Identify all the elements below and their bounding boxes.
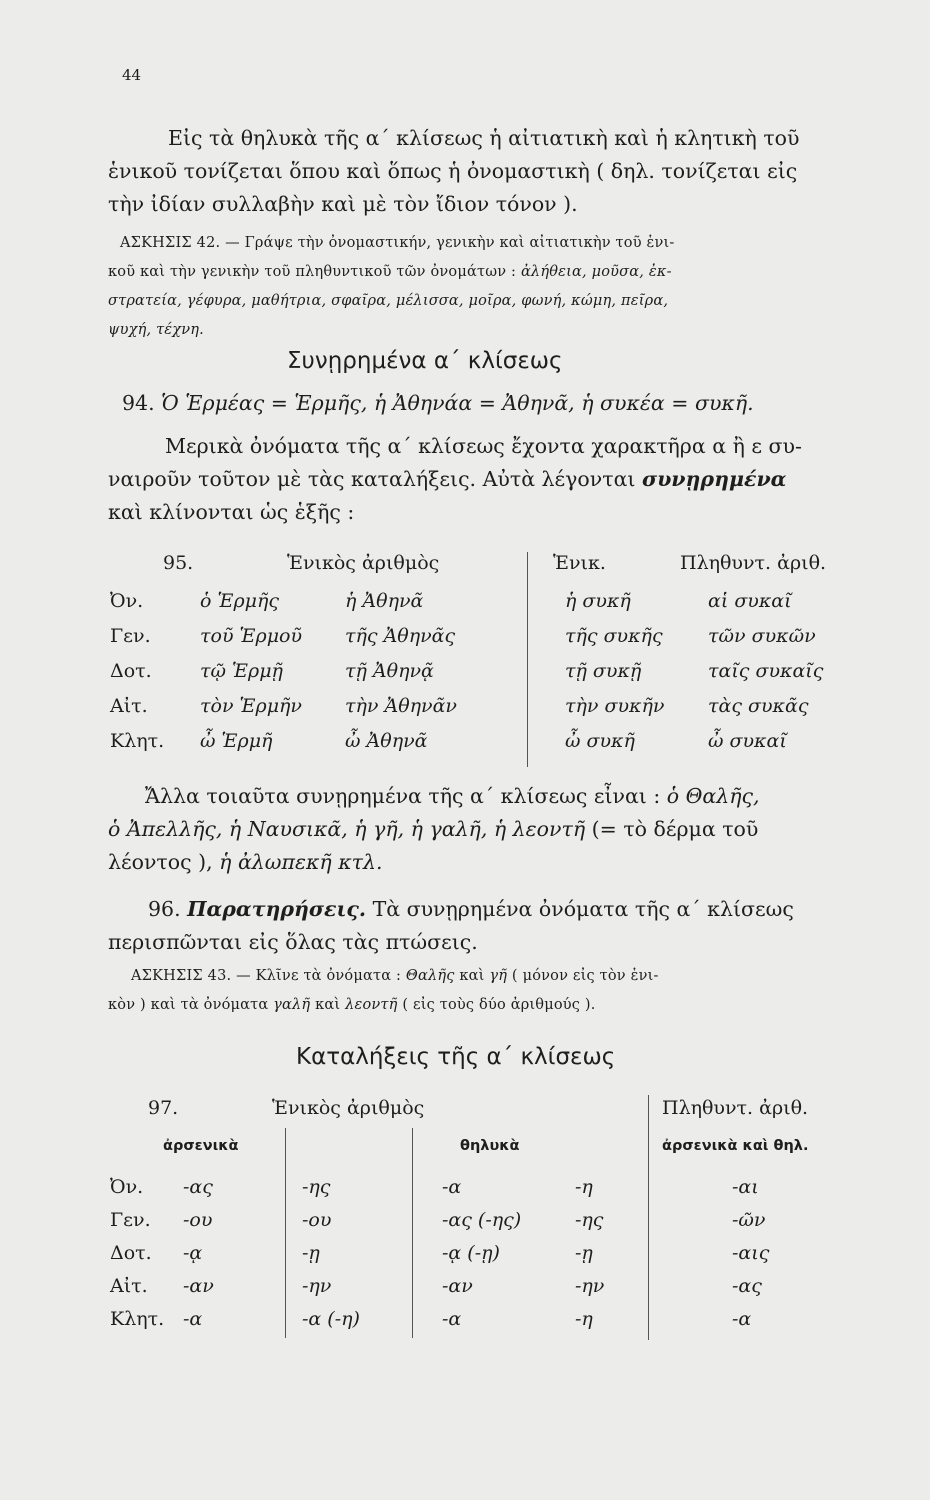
exercise42-line3: στρατεία, γέφυρα, μαθήτρια, σφαῖρα, μέλισσα, μοῖρα, φωνή, κώμη, πεῖρα, <box>108 293 669 309</box>
masc-a-ending: -ᾳ <box>183 1242 203 1264</box>
masc-e-ending: -α (-η) <box>302 1308 360 1330</box>
syke-singular: ἡ συκῆ <box>565 590 631 612</box>
case-label: Κλητ. <box>110 730 165 752</box>
hermes-form: ὦ Ἑρμῆ <box>200 730 273 752</box>
table95-divider <box>527 552 528 767</box>
alla-line3: λέοντος ), ἡ ἀλωπεκῆ κτλ. <box>108 850 383 874</box>
case-label: Ὀν. <box>110 1176 144 1198</box>
fem-e-ending: -η <box>575 1176 593 1198</box>
table97-header-singular: Ἑνικὸς ἀριθμὸς <box>272 1097 425 1119</box>
table95-header-singular-short: Ἑνικ. <box>553 552 606 574</box>
exercise43-line2: κὸν ) καὶ τὰ ὀνόματα γαλῆ καὶ λεοντῆ ( εἰς τοὺς δύο ἀριθμούς ). <box>108 997 596 1013</box>
syke-singular: τῇ συκῇ <box>565 660 642 682</box>
plural-ending: -αι <box>732 1176 759 1198</box>
fem-a-ending: -ᾳ (-ῃ) <box>442 1242 500 1264</box>
section94-line: 94. Ὁ Ἑρμέας = Ἑρμῆς, ἡ Ἀθηνάα = Ἀθηνᾶ, ἡ συκέα = συκῆ. <box>122 391 754 415</box>
exercise42-line4: ψυχή, τέχνη. <box>108 322 204 338</box>
syke-singular: τὴν συκῆν <box>565 695 665 717</box>
table97-sub-masculine: ἀρσενικὰ <box>163 1138 239 1154</box>
syke-singular: τῆς συκῆς <box>565 625 663 647</box>
case-label: Δοτ. <box>110 660 152 682</box>
page-number: 44 <box>122 66 142 84</box>
table95-header-singular: Ἑνικὸς ἀριθμὸς <box>287 552 440 574</box>
fem-a-ending: -αν <box>442 1275 473 1297</box>
table97-header-plural: Πληθυντ. ἀριθ. <box>662 1097 809 1119</box>
case-label: Γεν. <box>110 1209 151 1231</box>
athena-form: τὴν Ἀθηνᾶν <box>345 695 457 717</box>
exercise42-line2: κοῦ καὶ τὴν γενικὴν τοῦ πληθυντικοῦ τῶν ὀνομάτων : ἀλήθεια, μοῦσα, ἐκ- <box>108 264 672 280</box>
plural-ending: -αις <box>732 1242 770 1264</box>
table97-number: 97. <box>148 1097 179 1119</box>
para1-line2: ἑνικοῦ τονίζεται ὅπου καὶ ὅπως ἡ ὀνομαστικὴ ( δηλ. τονίζεται εἰς <box>108 159 798 183</box>
masc-e-ending: -ης <box>302 1176 331 1198</box>
case-label: Γεν. <box>110 625 151 647</box>
syke-plural: αἱ συκαῖ <box>708 590 792 612</box>
exercise43-line1: ΑΣΚΗΣΙΣ 43. — Κλῖνε τὰ ὀνόματα : Θαλῆς καὶ γῆ ( μόνον εἰς τὸν ἑνι- <box>131 968 659 984</box>
fem-a-ending: -ας (-ης) <box>442 1209 522 1231</box>
athena-form: ἡ Ἀθηνᾶ <box>345 590 424 612</box>
section96-line1: 96. Παρατηρήσεις. Τὰ συνῃρημένα ὀνόματα τῆς α΄ κλίσεως <box>148 897 794 921</box>
exercise42-line1: ΑΣΚΗΣΙΣ 42. — Γράψε τὴν ὀνομαστικήν, γενικὴν καὶ αἰτιατικὴν τοῦ ἑνι- <box>120 235 675 251</box>
masc-e-ending: -ου <box>302 1209 332 1231</box>
table97-sub-both: ἀρσενικὰ καὶ θηλ. <box>662 1138 809 1154</box>
section-heading-endings: Καταλήξεις τῆς α΄ κλίσεως <box>296 1044 616 1070</box>
section96-line2: περισπῶνται εἰς ὅλας τὰς πτώσεις. <box>108 930 478 954</box>
athena-form: τῇ Ἀθηνᾷ <box>345 660 434 682</box>
table95-header-plural: Πληθυντ. ἀριθ. <box>680 552 827 574</box>
table95-number: 95. <box>163 552 194 574</box>
masc-a-ending: -α <box>183 1308 203 1330</box>
fem-e-ending: -η <box>575 1308 593 1330</box>
hermes-form: ὁ Ἑρμῆς <box>200 590 280 612</box>
table97-divider-3 <box>648 1095 649 1340</box>
masc-a-ending: -αν <box>183 1275 214 1297</box>
fem-e-ending: -ην <box>575 1275 605 1297</box>
plural-ending: -ας <box>732 1275 762 1297</box>
alla-line2: ὁ Ἀπελλῆς, ἡ Ναυσικᾶ, ἡ γῆ, ἡ γαλῆ, ἡ λεοντῆ (= τὸ δέρμα τοῦ <box>108 817 759 841</box>
section-heading-contracted: Συνῃρημένα α΄ κλίσεως <box>287 348 563 374</box>
para1-line1: Εἰς τὰ θηλυκὰ τῆς α΄ κλίσεως ἡ αἰτιατικὴ καὶ ἡ κλητικὴ τοῦ <box>168 126 800 150</box>
table97-divider-2 <box>412 1128 413 1338</box>
masc-e-ending: -ην <box>302 1275 332 1297</box>
case-label: Αἰτ. <box>110 695 148 717</box>
hermes-form: τὸν Ἑρμῆν <box>200 695 302 717</box>
section94-para-line1: Μερικὰ ὀνόματα τῆς α΄ κλίσεως ἔχοντα χαρακτῆρα α ἢ ε συ- <box>165 434 802 458</box>
fem-e-ending: -ης <box>575 1209 604 1231</box>
fem-a-ending: -α <box>442 1176 462 1198</box>
athena-form: τῆς Ἀθηνᾶς <box>345 625 456 647</box>
para1-line3: τὴν ἰδίαν συλλαβὴν καὶ μὲ τὸν ἴδιον τόνον ). <box>108 192 578 216</box>
syke-plural: τὰς συκᾶς <box>708 695 809 717</box>
fem-a-ending: -α <box>442 1308 462 1330</box>
hermes-form: τῷ Ἑρμῇ <box>200 660 283 682</box>
fem-e-ending: -ῃ <box>575 1242 593 1264</box>
table97-divider-1 <box>285 1128 286 1338</box>
syke-singular: ὦ συκῆ <box>565 730 635 752</box>
alla-line1: Ἄλλα τοιαῦτα συνῃρημένα τῆς α΄ κλίσεως εἶναι : ὁ Θαλῆς, <box>145 784 760 808</box>
masc-a-ending: -ου <box>183 1209 213 1231</box>
masc-a-ending: -ας <box>183 1176 213 1198</box>
section94-para-line2: ναιροῦν τοῦτον μὲ τὰς καταλήξεις. Αὐτὰ λέγονται συνῃρημένα <box>108 467 787 491</box>
masc-e-ending: -ῃ <box>302 1242 320 1264</box>
section94-para-line3: καὶ κλίνονται ὡς ἑξῆς : <box>108 500 355 524</box>
syke-plural: τῶν συκῶν <box>708 625 816 647</box>
syke-plural: ὦ συκαῖ <box>708 730 787 752</box>
plural-ending: -ῶν <box>732 1209 766 1231</box>
case-label: Ὀν. <box>110 590 144 612</box>
hermes-form: τοῦ Ἑρμοῦ <box>200 625 303 647</box>
case-label: Αἰτ. <box>110 1275 148 1297</box>
plural-ending: -α <box>732 1308 752 1330</box>
athena-form: ὦ Ἀθηνᾶ <box>345 730 428 752</box>
case-label: Κλητ. <box>110 1308 165 1330</box>
table97-sub-feminine: θηλυκὰ <box>460 1138 520 1154</box>
syke-plural: ταῖς συκαῖς <box>708 660 824 682</box>
case-label: Δοτ. <box>110 1242 152 1264</box>
